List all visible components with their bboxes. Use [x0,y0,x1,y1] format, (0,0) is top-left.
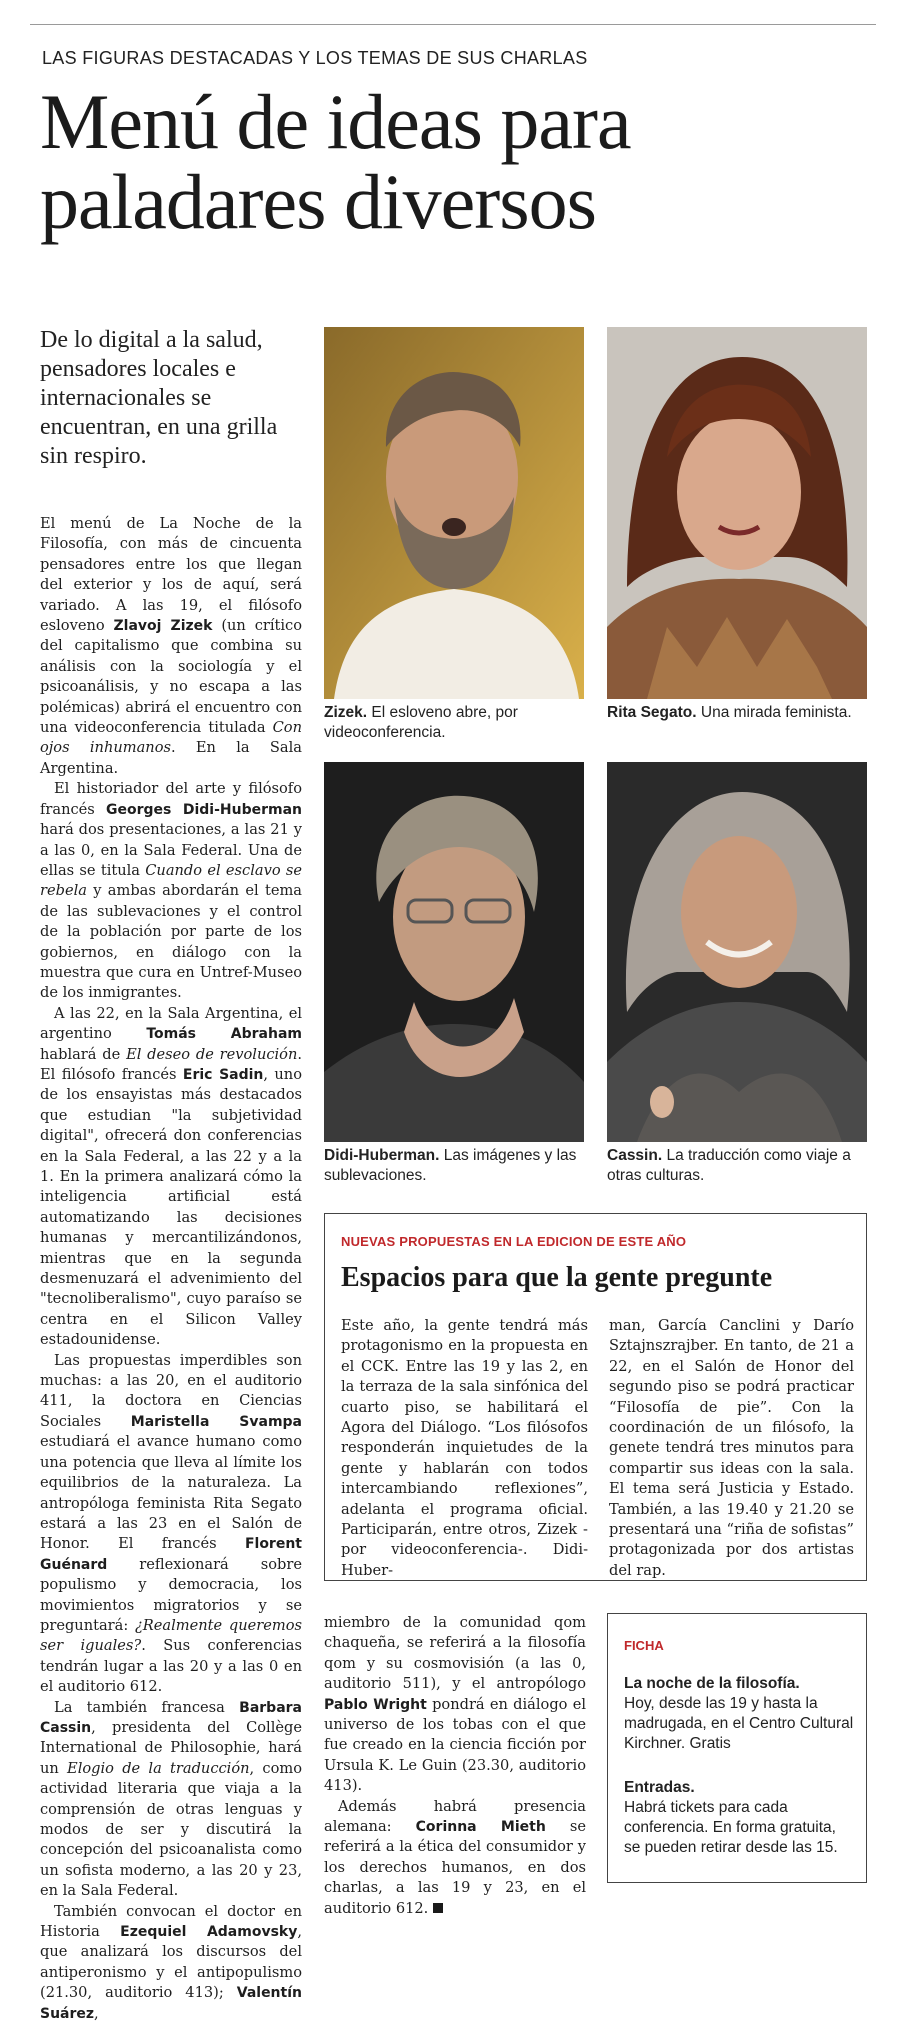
section-kicker: LAS FIGURAS DESTACADAS Y LOS TEMAS DE SUS CHARLAS [42,48,588,68]
ficha-tickets-text: Habrá tickets para cada conferencia. En forma gratuita, se pueden retirar desde las 15. [624,1799,838,1856]
body-paragraph-5: La también francesa Barbara Cassin, presidenta del Collège International de Philosophie, hará un Elogio de la traducción, como actividad literaria que viaja a la comprensión de otras lenguas y modos de ser y discutirá la concepción del psicoanalista como un sofista moderno, a las 20 y 23, en la Sala Federal. [40,1698,302,1900]
headline [40,78,860,245]
top-rule [30,24,876,25]
body-paragraph-3: A las 22, en la Sala Argentina, el argentino Tomás Abraham hablará de El deseo de revolución. El filósofo francés Eric Sadin, uno de los ensayistas más destacados que estudian "la subjetividad digital", ofrecerá don conferencias en la Sala Federal, a las 22 y a la 1. En la primera analizará cómo la inteligencia artificial está automatizando las decisiones humanas y mercantilizándonos, mientras que en la segunda desmenuzará el advenimiento del "tecnoliberalismo", cuyo paraíso se centra en el Silicon Valley estadounidense. [40,1004,303,1349]
body-paragraph-7: miembro de la comunidad qom chaqueña, se referirá a la filosofía qom y su cosmovisión (a las 0, auditorio 511), y el antropólogo Pablo Wright pondrá en diálogo el universo de los tobas con el que fue creado en la ciencia ficción por Ursula K. Le Guin (23.30, auditorio 413). [324,1614,587,1795]
body-paragraph-8: Además habrá presencia alemana: Corinna Mieth se referirá a la ética del consumidor y los derechos humanos, en dos charlas, a las 19 y 23, en el auditorio 612. [324,1797,587,1917]
photo-didi-huberman [324,762,584,1142]
ficha-box [607,1613,867,1883]
photo-zizek [324,327,584,699]
body-paragraph-2: El historiador del arte y filósofo francés Georges Didi-Huberman hará dos presentaciones, a las 21 y a las 0, en la Sala Federal. Una de ellas se titula Cuando el esclavo se rebela y ambas abordarán el tema de las sublevaciones y el control de la población por parte de los gobiernos, en diálogo con la muestra que cura en Untref-Museo de los inmigrantes. [40,780,302,1002]
lead-paragraph: De lo digital a la salud, pensadores locales e internacionales se encuentran, en una grilla sin respiro. [40,327,278,469]
box-column-2: man, García Canclini y Darío Sztajnszrajber. En tanto, de 21 a 22, en el Salón de Honor del segundo piso se podrá practicar “Filosofía de pie”. Con la coordinación de un filósofo, la genete tendrá tres minutos para compartir sus ideas con la sala. El tema será Justicia y Estado. También, a las 19.40 y 21.20 se presentará una “riña de sofistas” protagonizada por dos artistas del rap. [609,1317,854,1579]
end-mark [433,1903,443,1913]
headline-line-1: Menú de ideas para [40,78,631,165]
portrait-didi-huberman-image [324,762,584,1142]
photo-cassin [607,762,867,1142]
caption-cassin: Cassin. La traducción como viaje a otras culturas. [607,1147,851,1184]
ficha-event-text: Hoy, desde las 19 y hasta la madrugada, en el Centro Cultural Kirchner. Gratis [624,1695,854,1752]
photo-segato [607,327,867,699]
ficha-event [624,1674,856,1754]
body-column-middle [324,1613,586,1919]
body-paragraph-4: Las propuestas imperdibles son muchas: a las 20, en el auditorio 411, la doctora en Ciencias Sociales Maristella Svampa estudiará el avance humano como una potencia que lleva al límite los equilibrios de la naturaleza. La antropóloga feminista Rita Segato estará a las 23 en el Salón de Honor. El francés Florent Guénard reflexionará sobre populismo y democracia, los movimientos migratorios y se preguntará: ¿Realmente queremos ser iguales?. Sus conferencias tendrán lugar a las 20 y a las 0 en el auditorio 612. [40,1351,302,1696]
sidebar-box [324,1213,867,1581]
caption-segato: Rita Segato. Una mirada feminista. [607,704,852,721]
portrait-zizek-image [324,327,584,699]
box-column-1: Este año, la gente tendrá más protagonismo en la propuesta en el CCK. Entre las 19 y las 2, en la terraza de la sala sinfónica del cuarto piso, se habilitará el Agora del Diálogo. “Los filósofos responderán inquietudes de la gente y hablarán con todos intercambiando reflexiones”, adelanta el programa oficial. Participarán, entre otros, Zizek -por videoconferencia-. Didi-Huber- [341,1317,588,1579]
portrait-cassin-image [607,762,867,1142]
ficha-event-title: La noche de la filosofía. [624,1675,800,1692]
portrait-segato-image [607,327,867,699]
box-kicker: NUEVAS PROPUESTAS EN LA EDICION DE ESTE AÑO [341,1234,687,1249]
ficha-label: FICHA [624,1638,664,1653]
box-title: Espacios para que la gente pregunte [341,1262,773,1293]
body-column-left [40,514,302,2024]
headline-line-2: paladares diversos [40,158,596,245]
body-paragraph-6: También convocan el doctor en Historia Ezequiel Adamovsky, que analizará los discursos del antiperonismo y el antipopulismo (21.30, auditorio 413); Valentín Suárez, [40,1902,302,2022]
body-paragraph-1: El menú de La Noche de la Filosofía, con más de cincuenta pensadores entre los que llegan del exterior y los de aquí, será variado. A las 19, el filósofo esloveno Zlavoj Zizek (un crítico del capitalismo que combina su análisis con la sociología y el psicoanálisis, y no escapa a las polémicas) abrirá el encuentro con una videoconferencia titulada Con ojos inhumanos. En la Sala Argentina. [40,515,302,777]
caption-didi-huberman: Didi-Huberman. Las imágenes y las sublevaciones. [324,1147,577,1184]
ficha-tickets-title: Entradas. [624,1779,695,1796]
caption-zizek: Zizek. El esloveno abre, por videoconferencia. [324,704,518,741]
ficha-tickets [624,1778,856,1858]
